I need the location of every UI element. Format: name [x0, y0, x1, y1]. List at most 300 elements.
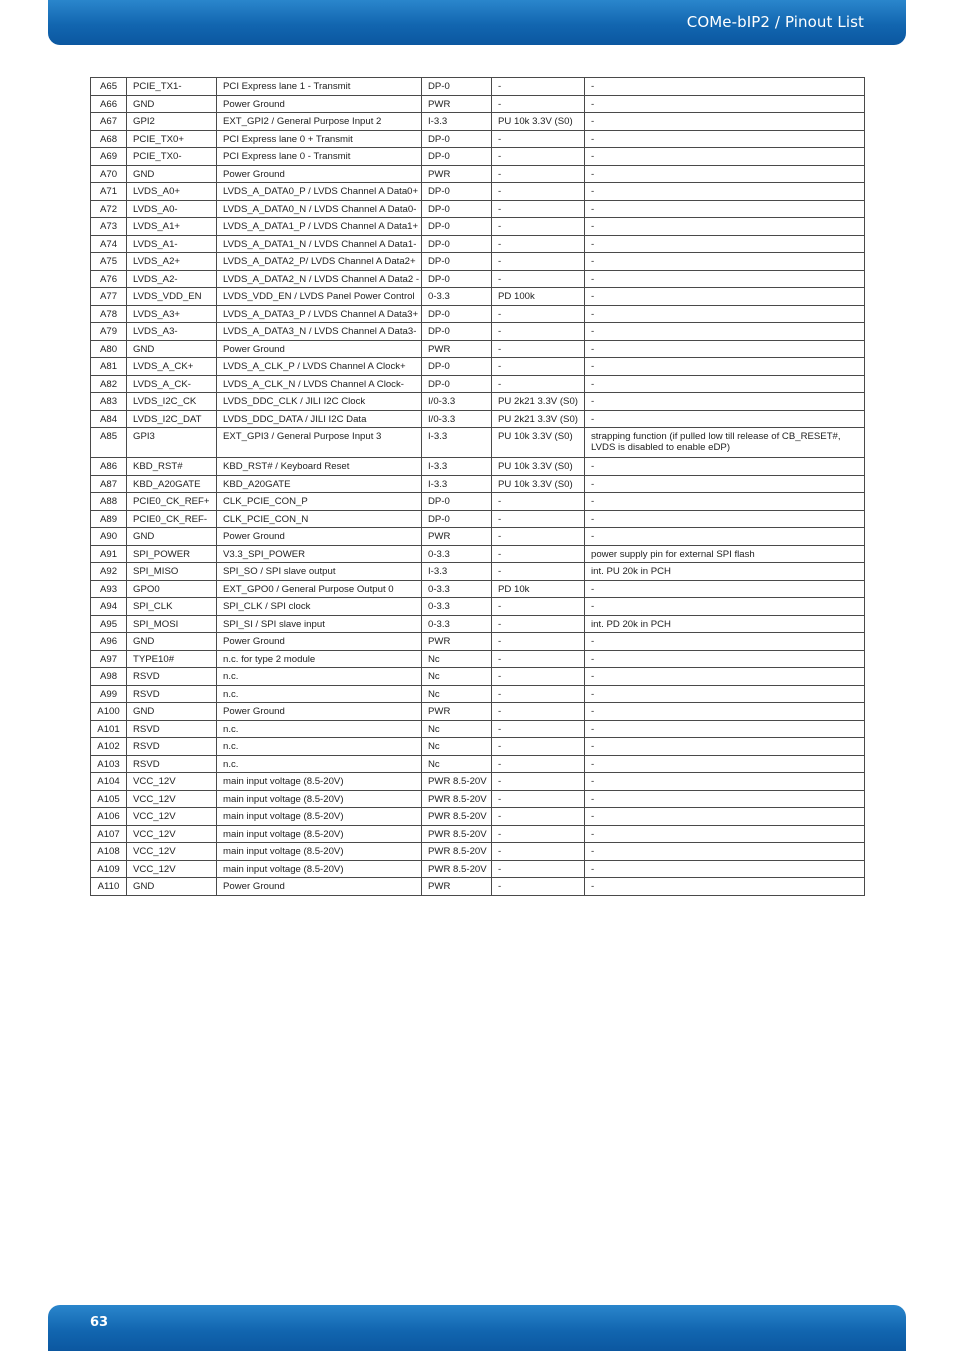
- table-row: [91, 458, 865, 476]
- type-cell: DP-0: [422, 218, 492, 236]
- description-cell: LVDS_A_DATA3_P / LVDS Channel A Data3+: [217, 305, 422, 323]
- description-cell: n.c. for type 2 module: [217, 650, 422, 668]
- table-row: [91, 843, 865, 861]
- table-row: [91, 615, 865, 633]
- signal-cell: LVDS_A1-: [127, 235, 217, 253]
- type-cell: PWR: [422, 703, 492, 721]
- table-row: [91, 878, 865, 896]
- description-cell: Power Ground: [217, 340, 422, 358]
- table-row: [91, 773, 865, 791]
- type-cell: DP-0: [422, 375, 492, 393]
- table-row: [91, 200, 865, 218]
- signal-cell: RSVD: [127, 685, 217, 703]
- table-row: [91, 685, 865, 703]
- pin-cell: A96: [91, 633, 127, 651]
- pin-cell: A91: [91, 545, 127, 563]
- header-bar: [48, 0, 906, 45]
- description-cell: EXT_GPI2 / General Purpose Input 2: [217, 113, 422, 131]
- type-cell: I-3.3: [422, 563, 492, 581]
- signal-cell: GPI3: [127, 428, 217, 458]
- comment-cell: -: [585, 305, 865, 323]
- signal-cell: GPO0: [127, 580, 217, 598]
- table-row: [91, 580, 865, 598]
- comment-cell: -: [585, 633, 865, 651]
- description-cell: SPI_SI / SPI slave input: [217, 615, 422, 633]
- comment-cell: -: [585, 720, 865, 738]
- termination-cell: PU 10k 3.3V (S0): [492, 475, 585, 493]
- type-cell: DP-0: [422, 183, 492, 201]
- type-cell: DP-0: [422, 510, 492, 528]
- termination-cell: -: [492, 130, 585, 148]
- table-row: [91, 78, 865, 96]
- description-cell: PCI Express lane 0 + Transmit: [217, 130, 422, 148]
- termination-cell: -: [492, 615, 585, 633]
- termination-cell: -: [492, 218, 585, 236]
- description-cell: n.c.: [217, 755, 422, 773]
- termination-cell: PD 10k: [492, 580, 585, 598]
- pin-cell: A109: [91, 860, 127, 878]
- description-cell: LVDS_DDC_CLK / JILI I2C Clock: [217, 393, 422, 411]
- type-cell: 0-3.3: [422, 598, 492, 616]
- description-cell: LVDS_VDD_EN / LVDS Panel Power Control: [217, 288, 422, 306]
- pin-cell: A101: [91, 720, 127, 738]
- termination-cell: -: [492, 200, 585, 218]
- signal-cell: VCC_12V: [127, 790, 217, 808]
- pin-cell: A74: [91, 235, 127, 253]
- pin-cell: A89: [91, 510, 127, 528]
- comment-cell: -: [585, 95, 865, 113]
- description-cell: Power Ground: [217, 528, 422, 546]
- table-row: [91, 825, 865, 843]
- pin-cell: A77: [91, 288, 127, 306]
- signal-cell: PCIE_TX1-: [127, 78, 217, 96]
- pin-cell: A67: [91, 113, 127, 131]
- pin-cell: A82: [91, 375, 127, 393]
- table-row: [91, 650, 865, 668]
- comment-cell: -: [585, 78, 865, 96]
- comment-cell: int. PU 20k in PCH: [585, 563, 865, 581]
- termination-cell: PU 10k 3.3V (S0): [492, 428, 585, 458]
- description-cell: Power Ground: [217, 633, 422, 651]
- table-row: [91, 235, 865, 253]
- termination-cell: -: [492, 633, 585, 651]
- termination-cell: -: [492, 305, 585, 323]
- pin-cell: A80: [91, 340, 127, 358]
- comment-cell: -: [585, 528, 865, 546]
- comment-cell: -: [585, 808, 865, 826]
- signal-cell: LVDS_A1+: [127, 218, 217, 236]
- pin-cell: A107: [91, 825, 127, 843]
- description-cell: n.c.: [217, 668, 422, 686]
- signal-cell: GND: [127, 528, 217, 546]
- table-row: [91, 428, 865, 458]
- termination-cell: -: [492, 528, 585, 546]
- comment-cell: -: [585, 148, 865, 166]
- termination-cell: -: [492, 825, 585, 843]
- type-cell: DP-0: [422, 148, 492, 166]
- table-row: [91, 738, 865, 756]
- comment-cell: -: [585, 218, 865, 236]
- table-row: [91, 323, 865, 341]
- pin-cell: A103: [91, 755, 127, 773]
- signal-cell: RSVD: [127, 755, 217, 773]
- pin-cell: A73: [91, 218, 127, 236]
- comment-cell: power supply pin for external SPI flash: [585, 545, 865, 563]
- type-cell: DP-0: [422, 270, 492, 288]
- signal-cell: VCC_12V: [127, 860, 217, 878]
- termination-cell: -: [492, 270, 585, 288]
- type-cell: I-3.3: [422, 113, 492, 131]
- description-cell: KBD_A20GATE: [217, 475, 422, 493]
- pin-cell: A78: [91, 305, 127, 323]
- comment-cell: -: [585, 130, 865, 148]
- comment-cell: -: [585, 860, 865, 878]
- signal-cell: RSVD: [127, 720, 217, 738]
- pin-cell: A97: [91, 650, 127, 668]
- termination-cell: -: [492, 493, 585, 511]
- type-cell: PWR: [422, 528, 492, 546]
- pin-cell: A83: [91, 393, 127, 411]
- table-row: [91, 253, 865, 271]
- termination-cell: -: [492, 598, 585, 616]
- signal-cell: LVDS_A0-: [127, 200, 217, 218]
- pin-cell: A72: [91, 200, 127, 218]
- table-row: [91, 633, 865, 651]
- comment-cell: -: [585, 165, 865, 183]
- description-cell: LVDS_A_DATA1_P / LVDS Channel A Data1+: [217, 218, 422, 236]
- description-cell: main input voltage (8.5-20V): [217, 773, 422, 791]
- termination-cell: -: [492, 860, 585, 878]
- table-row: [91, 808, 865, 826]
- signal-cell: RSVD: [127, 668, 217, 686]
- signal-cell: LVDS_A0+: [127, 183, 217, 201]
- pin-cell: A105: [91, 790, 127, 808]
- signal-cell: VCC_12V: [127, 843, 217, 861]
- pin-cell: A106: [91, 808, 127, 826]
- termination-cell: PU 2k21 3.3V (S0): [492, 393, 585, 411]
- type-cell: PWR 8.5-20V: [422, 860, 492, 878]
- pin-cell: A99: [91, 685, 127, 703]
- termination-cell: -: [492, 358, 585, 376]
- signal-cell: KBD_RST#: [127, 458, 217, 476]
- table-row: [91, 183, 865, 201]
- pin-cell: A85: [91, 428, 127, 458]
- termination-cell: -: [492, 703, 585, 721]
- pin-cell: A108: [91, 843, 127, 861]
- table-row: [91, 790, 865, 808]
- signal-cell: GND: [127, 165, 217, 183]
- termination-cell: -: [492, 235, 585, 253]
- termination-cell: -: [492, 843, 585, 861]
- table-row: [91, 305, 865, 323]
- pinout-table: [90, 77, 865, 896]
- termination-cell: -: [492, 563, 585, 581]
- signal-cell: LVDS_A_CK+: [127, 358, 217, 376]
- table-row: [91, 528, 865, 546]
- type-cell: DP-0: [422, 253, 492, 271]
- termination-cell: -: [492, 510, 585, 528]
- type-cell: PWR 8.5-20V: [422, 790, 492, 808]
- pin-cell: A95: [91, 615, 127, 633]
- table-row: [91, 340, 865, 358]
- termination-cell: -: [492, 878, 585, 896]
- comment-cell: -: [585, 393, 865, 411]
- description-cell: LVDS_A_DATA2_P/ LVDS Channel A Data2+: [217, 253, 422, 271]
- signal-cell: SPI_CLK: [127, 598, 217, 616]
- comment-cell: -: [585, 253, 865, 271]
- signal-cell: TYPE10#: [127, 650, 217, 668]
- type-cell: I-3.3: [422, 458, 492, 476]
- comment-cell: -: [585, 340, 865, 358]
- comment-cell: -: [585, 825, 865, 843]
- comment-cell: -: [585, 878, 865, 896]
- signal-cell: LVDS_I2C_CK: [127, 393, 217, 411]
- description-cell: n.c.: [217, 685, 422, 703]
- description-cell: main input voltage (8.5-20V): [217, 808, 422, 826]
- comment-cell: -: [585, 375, 865, 393]
- comment-cell: -: [585, 358, 865, 376]
- type-cell: PWR: [422, 165, 492, 183]
- table-row: [91, 95, 865, 113]
- table-row: [91, 270, 865, 288]
- table-row: [91, 860, 865, 878]
- type-cell: Nc: [422, 668, 492, 686]
- table-row: [91, 165, 865, 183]
- type-cell: I/0-3.3: [422, 410, 492, 428]
- description-cell: main input voltage (8.5-20V): [217, 860, 422, 878]
- table-row: [91, 493, 865, 511]
- table-row: [91, 130, 865, 148]
- table-row: [91, 563, 865, 581]
- pin-cell: A100: [91, 703, 127, 721]
- description-cell: LVDS_A_DATA3_N / LVDS Channel A Data3-: [217, 323, 422, 341]
- signal-cell: GND: [127, 703, 217, 721]
- type-cell: Nc: [422, 720, 492, 738]
- table-row: [91, 218, 865, 236]
- pin-cell: A69: [91, 148, 127, 166]
- description-cell: Power Ground: [217, 703, 422, 721]
- pin-cell: A76: [91, 270, 127, 288]
- termination-cell: -: [492, 165, 585, 183]
- signal-cell: SPI_POWER: [127, 545, 217, 563]
- signal-cell: PCIE_TX0-: [127, 148, 217, 166]
- pin-cell: A84: [91, 410, 127, 428]
- type-cell: I/0-3.3: [422, 393, 492, 411]
- description-cell: LVDS_DDC_DATA / JILI I2C Data: [217, 410, 422, 428]
- signal-cell: SPI_MOSI: [127, 615, 217, 633]
- pin-cell: A79: [91, 323, 127, 341]
- description-cell: KBD_RST# / Keyboard Reset: [217, 458, 422, 476]
- comment-cell: -: [585, 580, 865, 598]
- pin-cell: A71: [91, 183, 127, 201]
- table-row: [91, 598, 865, 616]
- comment-cell: -: [585, 598, 865, 616]
- comment-cell: -: [585, 113, 865, 131]
- table-row: [91, 113, 865, 131]
- description-cell: main input voltage (8.5-20V): [217, 790, 422, 808]
- type-cell: DP-0: [422, 358, 492, 376]
- comment-cell: -: [585, 410, 865, 428]
- table-row: [91, 375, 865, 393]
- termination-cell: PU 2k21 3.3V (S0): [492, 410, 585, 428]
- comment-cell: -: [585, 685, 865, 703]
- type-cell: PWR 8.5-20V: [422, 773, 492, 791]
- pin-cell: A86: [91, 458, 127, 476]
- type-cell: DP-0: [422, 305, 492, 323]
- signal-cell: LVDS_A2-: [127, 270, 217, 288]
- description-cell: EXT_GPO0 / General Purpose Output 0: [217, 580, 422, 598]
- type-cell: PWR: [422, 633, 492, 651]
- termination-cell: -: [492, 253, 585, 271]
- pin-cell: A87: [91, 475, 127, 493]
- signal-cell: SPI_MISO: [127, 563, 217, 581]
- comment-cell: -: [585, 843, 865, 861]
- type-cell: I-3.3: [422, 428, 492, 458]
- termination-cell: -: [492, 773, 585, 791]
- type-cell: Nc: [422, 738, 492, 756]
- signal-cell: KBD_A20GATE: [127, 475, 217, 493]
- comment-cell: -: [585, 235, 865, 253]
- description-cell: PCI Express lane 0 - Transmit: [217, 148, 422, 166]
- signal-cell: VCC_12V: [127, 808, 217, 826]
- signal-cell: LVDS_VDD_EN: [127, 288, 217, 306]
- description-cell: Power Ground: [217, 165, 422, 183]
- comment-cell: -: [585, 790, 865, 808]
- description-cell: main input voltage (8.5-20V): [217, 843, 422, 861]
- table-row: [91, 288, 865, 306]
- description-cell: main input voltage (8.5-20V): [217, 825, 422, 843]
- description-cell: V3.3_SPI_POWER: [217, 545, 422, 563]
- type-cell: I-3.3: [422, 475, 492, 493]
- termination-cell: -: [492, 650, 585, 668]
- type-cell: DP-0: [422, 235, 492, 253]
- type-cell: PWR 8.5-20V: [422, 843, 492, 861]
- footer-bar: [48, 1305, 906, 1351]
- description-cell: Power Ground: [217, 878, 422, 896]
- pin-cell: A65: [91, 78, 127, 96]
- signal-cell: PCIE0_CK_REF-: [127, 510, 217, 528]
- comment-cell: -: [585, 703, 865, 721]
- type-cell: 0-3.3: [422, 545, 492, 563]
- type-cell: DP-0: [422, 78, 492, 96]
- type-cell: DP-0: [422, 130, 492, 148]
- page-number: 63: [90, 1315, 109, 1330]
- type-cell: DP-0: [422, 323, 492, 341]
- description-cell: Power Ground: [217, 95, 422, 113]
- type-cell: Nc: [422, 650, 492, 668]
- signal-cell: LVDS_A_CK-: [127, 375, 217, 393]
- comment-cell: int. PD 20k in PCH: [585, 615, 865, 633]
- type-cell: 0-3.3: [422, 615, 492, 633]
- comment-cell: -: [585, 493, 865, 511]
- pinout-table-body: [91, 78, 865, 896]
- type-cell: PWR: [422, 95, 492, 113]
- document-title: COMe-bIP2 / Pinout List: [686, 13, 864, 31]
- signal-cell: VCC_12V: [127, 773, 217, 791]
- description-cell: LVDS_A_DATA0_N / LVDS Channel A Data0-: [217, 200, 422, 218]
- table-row: [91, 668, 865, 686]
- table-row: [91, 358, 865, 376]
- comment-cell: -: [585, 458, 865, 476]
- type-cell: PWR: [422, 340, 492, 358]
- termination-cell: -: [492, 95, 585, 113]
- signal-cell: LVDS_A2+: [127, 253, 217, 271]
- table-row: [91, 475, 865, 493]
- pin-cell: A88: [91, 493, 127, 511]
- signal-cell: LVDS_A3+: [127, 305, 217, 323]
- description-cell: LVDS_A_DATA0_P / LVDS Channel A Data0+: [217, 183, 422, 201]
- signal-cell: GND: [127, 633, 217, 651]
- signal-cell: GPI2: [127, 113, 217, 131]
- type-cell: 0-3.3: [422, 288, 492, 306]
- comment-cell: -: [585, 288, 865, 306]
- signal-cell: PCIE0_CK_REF+: [127, 493, 217, 511]
- description-cell: LVDS_A_DATA2_N / LVDS Channel A Data2 -: [217, 270, 422, 288]
- type-cell: 0-3.3: [422, 580, 492, 598]
- termination-cell: -: [492, 668, 585, 686]
- signal-cell: RSVD: [127, 738, 217, 756]
- type-cell: Nc: [422, 755, 492, 773]
- description-cell: n.c.: [217, 720, 422, 738]
- signal-cell: LVDS_I2C_DAT: [127, 410, 217, 428]
- pin-cell: A104: [91, 773, 127, 791]
- table-row: [91, 148, 865, 166]
- pin-cell: A90: [91, 528, 127, 546]
- termination-cell: -: [492, 808, 585, 826]
- termination-cell: -: [492, 323, 585, 341]
- description-cell: SPI_SO / SPI slave output: [217, 563, 422, 581]
- table-row: [91, 720, 865, 738]
- description-cell: LVDS_A_DATA1_N / LVDS Channel A Data1-: [217, 235, 422, 253]
- description-cell: n.c.: [217, 738, 422, 756]
- comment-cell: -: [585, 510, 865, 528]
- termination-cell: -: [492, 790, 585, 808]
- pin-cell: A75: [91, 253, 127, 271]
- comment-cell: -: [585, 650, 865, 668]
- pin-cell: A94: [91, 598, 127, 616]
- signal-cell: VCC_12V: [127, 825, 217, 843]
- comment-cell: -: [585, 668, 865, 686]
- description-cell: LVDS_A_CLK_N / LVDS Channel A Clock-: [217, 375, 422, 393]
- table-row: [91, 393, 865, 411]
- description-cell: EXT_GPI3 / General Purpose Input 3: [217, 428, 422, 458]
- termination-cell: -: [492, 720, 585, 738]
- description-cell: CLK_PCIE_CON_P: [217, 493, 422, 511]
- comment-cell: -: [585, 323, 865, 341]
- table-row: [91, 703, 865, 721]
- termination-cell: PU 10k 3.3V (S0): [492, 458, 585, 476]
- termination-cell: -: [492, 78, 585, 96]
- table-row: [91, 510, 865, 528]
- table-row: [91, 545, 865, 563]
- description-cell: PCI Express lane 1 - Transmit: [217, 78, 422, 96]
- pin-cell: A68: [91, 130, 127, 148]
- table-row: [91, 755, 865, 773]
- comment-cell: -: [585, 755, 865, 773]
- type-cell: DP-0: [422, 493, 492, 511]
- signal-cell: LVDS_A3-: [127, 323, 217, 341]
- pin-cell: A98: [91, 668, 127, 686]
- comment-cell: -: [585, 738, 865, 756]
- termination-cell: -: [492, 340, 585, 358]
- termination-cell: -: [492, 183, 585, 201]
- comment-cell: -: [585, 475, 865, 493]
- comment-cell: -: [585, 270, 865, 288]
- termination-cell: PD 100k: [492, 288, 585, 306]
- termination-cell: -: [492, 148, 585, 166]
- signal-cell: GND: [127, 95, 217, 113]
- pin-cell: A66: [91, 95, 127, 113]
